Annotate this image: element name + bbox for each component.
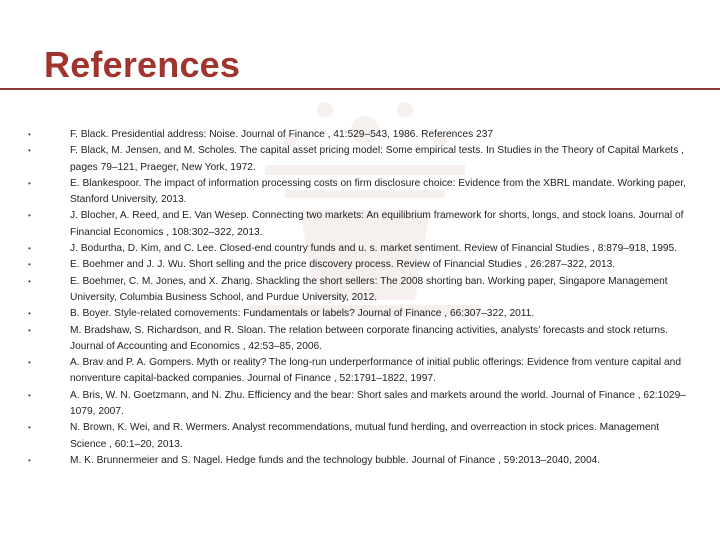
bullet-icon: • — [28, 178, 31, 188]
reference-text: E. Blankespoor. The impact of information processing costs on firm disclosure choice: Evidence from the XBRL mandate. Working paper, Stanford University, 2013. — [70, 177, 686, 206]
reference-item — [28, 388, 688, 421]
bullet-icon: • — [28, 358, 31, 368]
reference-text: N. Brown, K. Wei, and R. Wermers. Analyst recommendations, mutual fund herding, and overreaction in stock prices. Management Science , 60:1–20, 2013. — [70, 422, 660, 450]
reference-text: J. Bodurtha, D. Kim, and C. Lee. Closed-end country funds and u. s. market sentiment. Review of Financial Studies , 8:879–918, 1995. — [70, 243, 678, 255]
reference-item — [28, 208, 688, 241]
reference-item — [28, 257, 688, 273]
reference-text: F. Black, M. Jensen, and M. Scholes. The capital asset pricing model: Some empirical tests. In Studies in the Theory of Capital Markets , pages 79–121, Praeger, New York, 1972. — [70, 145, 684, 173]
reference-text: E. Boehmer, C. M. Jones, and X. Zhang. Shackling the short sellers: The 2008 shorting ban. Working paper, Singapore Management University, Columbia Business School, and Purdue University, 2012. — [70, 275, 668, 303]
bullet-icon: • — [28, 260, 31, 270]
reference-text: J. Blocher, A. Reed, and E. Van Wesep. Connecting two markets: An equilibrium framework for shorts, longs, and stock loans. Journal of Financial Economics , 108:302–322, 2013. — [70, 210, 684, 238]
reference-item — [28, 453, 688, 469]
reference-item — [28, 306, 688, 322]
reference-text: E. Boehmer and J. J. Wu. Short selling and the price discovery process. Review of Financial Studies , 26:287–322, 2013. — [70, 259, 616, 271]
reference-text: M. K. Brunnermeier and S. Nagel. Hedge funds and the technology bubble. Journal of Finance , 59:2013–2040, 2004. — [70, 454, 601, 466]
reference-item — [28, 176, 688, 209]
bullet-icon: • — [28, 455, 31, 465]
bullet-icon: • — [28, 390, 31, 400]
reference-item — [28, 355, 688, 388]
reference-text: A. Bris, W. N. Goetzmann, and N. Zhu. Efficiency and the bear: Short sales and markets around the world. Journal of Finance , 62:1029–1079, 2007. — [70, 389, 686, 418]
reference-item — [28, 241, 688, 257]
reference-item — [28, 127, 688, 143]
bullet-icon: • — [28, 325, 31, 335]
slide-title: References — [44, 44, 241, 85]
bullet-icon: • — [28, 423, 31, 433]
bullet-icon: • — [28, 309, 31, 319]
bullet-icon: • — [28, 130, 31, 139]
reference-item — [28, 143, 688, 176]
reference-text: M. Bradshaw, S. Richardson, and R. Sloan. The relation between corporate financing activities, analysts’ forecasts and stock returns. Journal of Accounting and Economics , 42:53–85, 2006. — [70, 324, 668, 352]
bullet-icon: • — [28, 211, 31, 221]
reference-text: F. Black. Presidential address: Noise. Journal of Finance , 41:529–543, 1986. References 237 — [70, 129, 494, 140]
bullet-icon: • — [28, 276, 31, 286]
reference-text: A. Brav and P. A. Gompers. Myth or reality? The long-run underperformance of initial public offerings: Evidence from venture capital and nonventure capital-backed companies. Journal of Finance , 52:1791–1822, 1997. — [70, 357, 682, 385]
reference-item — [28, 323, 688, 356]
reference-item — [28, 420, 688, 453]
reference-text: B. Boyer. Style-related comovements: Fundamentals or labels? Journal of Finance , 66:307–322, 2011. — [70, 308, 535, 320]
bullet-icon: • — [28, 244, 31, 254]
reference-list — [28, 127, 688, 469]
reference-item — [28, 274, 688, 307]
bullet-icon: • — [28, 146, 31, 156]
